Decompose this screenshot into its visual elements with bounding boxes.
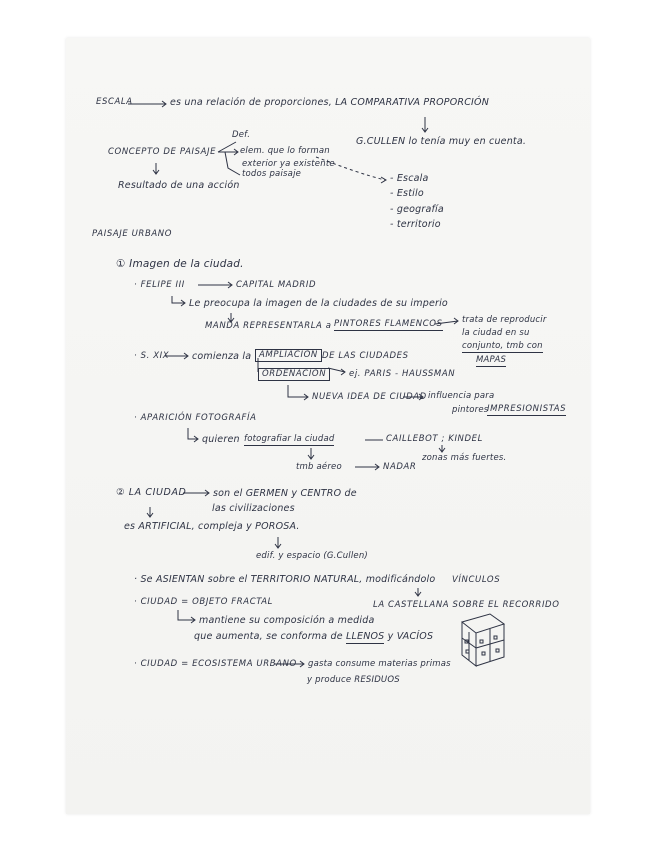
produce-text: y produce RESIDUOS (307, 675, 400, 685)
resultado-text: Resultado de una acción (118, 180, 240, 191)
trata-4: MAPAS (476, 355, 507, 365)
llenos-text: LLENOS (346, 631, 385, 642)
list-item: - Estilo (390, 188, 424, 199)
section-title: PAISAJE URBANO (92, 229, 173, 239)
def-line-2: exterior ya existente (242, 159, 335, 169)
vacios-text: VACÍOS (396, 631, 434, 642)
ampliacion-box: AMPLIACION (255, 349, 322, 362)
son-text: son el GERMEN y CENTRO de (213, 488, 357, 499)
aumenta-text: que aumenta, se conforma de LLENOS y VACÍOS (194, 631, 434, 642)
influencia-1: influencia para (428, 391, 495, 401)
felipe-result: CAPITAL MADRID (236, 280, 317, 290)
trata-1: trata de reproducir (462, 315, 547, 325)
influencia-2: pintores (452, 405, 489, 415)
section-2-heading: ② LA CIUDAD (116, 487, 187, 498)
zonas-text: zonas más fuertes. (422, 453, 507, 463)
eco-label: · CIUDAD = ECOSISTEMA URBANO (134, 659, 297, 669)
quieren-text: quieren (202, 434, 240, 445)
impresionistas-text: IMPRESIONISTAS (487, 404, 567, 414)
trata-2: la ciudad en su (462, 328, 530, 338)
def-tag: Def. (232, 130, 251, 140)
mantiene-text: mantiene su composición a medida (199, 615, 375, 626)
nueva-idea-text: NUEVA IDEA DE CIUDAD (312, 392, 427, 402)
de-ciudades-text: DE LAS CIUDADES (322, 351, 409, 361)
vinculos-text: VÍNCULOS (452, 575, 501, 585)
edificio-text: edif. y espacio (G.Cullen) (256, 551, 368, 561)
manda-text: MANDA REPRESENTARLA a (205, 321, 332, 331)
nadar-text: NADAR (383, 462, 417, 472)
objeto-label: · CIUDAD = OBJETO FRACTAL (134, 597, 273, 607)
fotografiar-text: fotografiar la ciudad (244, 434, 335, 444)
list-item: - Escala (390, 173, 429, 184)
paris-text: ej. PARIS - HAUSSMAN (349, 369, 456, 379)
def-line-1: elem. que lo forman (240, 146, 330, 156)
ordenacion-box: ORDENACION (258, 368, 330, 381)
cullen-note: G.CULLEN lo tenía muy en cuenta. (356, 136, 527, 147)
trata-3: conjunto, tmb con (462, 341, 543, 351)
caillebot-text: CAILLEBOT ; KINDEL (386, 434, 483, 444)
sxix-label: · S. XIX (134, 351, 170, 361)
artificial-text: es ARTIFICIAL, compleja y POROSA. (124, 521, 300, 532)
castellana-text: LA CASTELLANA SOBRE EL RECORRIDO (373, 600, 560, 610)
section-1-heading: ① Imagen de la ciudad. (116, 258, 244, 270)
pintores-text: PINTORES FLAMENCOS (334, 319, 443, 329)
felipe-label: · FELIPE III (134, 280, 185, 290)
list-item: - geografía (390, 204, 444, 215)
escala-label: ESCALA (96, 97, 133, 107)
comienza-text: comienza la (192, 351, 252, 362)
escala-definition: es una relación de proporciones, LA COMPARATIVA PROPORCIÓN (170, 97, 490, 108)
gasta-text: gasta consume materias primas (308, 659, 451, 669)
tmb-text: tmb aéreo (296, 462, 342, 472)
civ-text: las civilizaciones (212, 503, 295, 514)
concepto-label: CONCEPTO DE PAISAJE (108, 147, 217, 157)
preocupa-text: Le preocupa la imagen de la ciudades de su imperio (189, 298, 448, 309)
list-item: - territorio (390, 219, 441, 230)
asientan-text: · Se ASIENTAN sobre el TERRITORIO NATURAL, modificándolo (134, 574, 436, 585)
aparicion-label: · APARICIÓN FOTOGRAFÍA (134, 413, 257, 423)
def-line-3: todos paisaje (242, 169, 302, 179)
